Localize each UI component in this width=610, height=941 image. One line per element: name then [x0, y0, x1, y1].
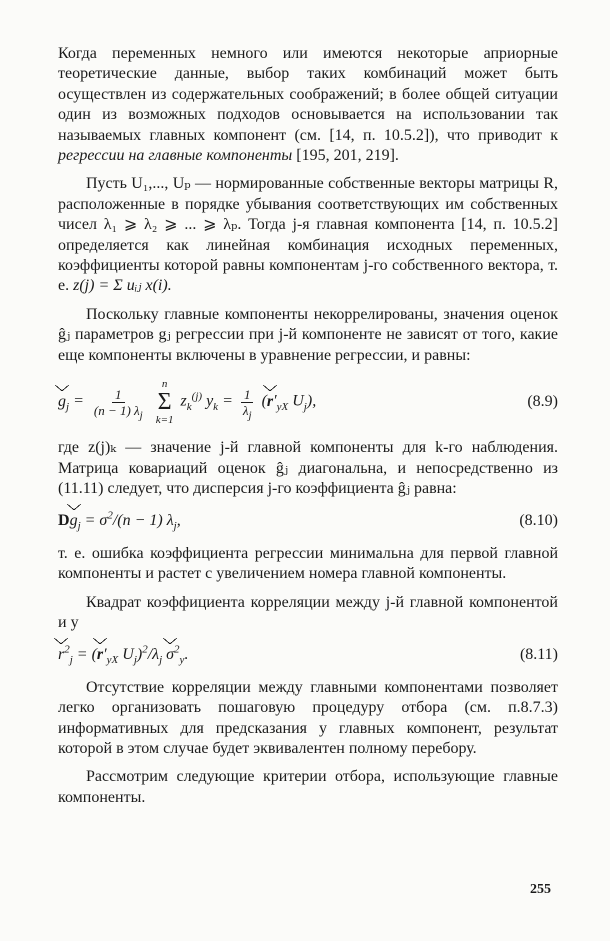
paragraph-7: Отсутствие корреляции между главными компонентами позволяет легко организовать пошаговую процедуру отбора (см. п.8.7.3) информативных для предсказания y главных компонент, результат которой в этом случае будет эквивалентен полному перебору. [58, 678, 558, 757]
page-content [58, 44, 558, 808]
paragraph-6: Квадрат коэффициента корреляции между j-й главной компонентой и y [58, 593, 558, 631]
italic-term: регрессии на главные компоненты [58, 147, 293, 165]
page-number: 255 [530, 882, 551, 897]
equation-number: (8.10) [519, 512, 558, 530]
equation-8-10: $Dg_j = \sigma^2/(n - 1)$ $\lambda_j$, (8.10) [58, 509, 558, 533]
paragraph-2: Пусть U₁,..., Uₚ — нормированные собственные векторы матрицы R, расположенные в порядке убывания соответствующих им собственных чисел λ₁ ⩾ λ₂ ⩾ ... ⩾ λₚ. Тогда j-я главная компонента [14, п. 10.5.2] определяется как линейная комбинация исходных переменных, коэффициенты которой равны компонентам j-го собственного вектора, т. е. z(j) = Σ uᵢⱼ x(i). [58, 175, 558, 295]
inline-formula: z(j) = Σ uᵢⱼ x(i). [73, 277, 172, 295]
equation-number: (8.11) [519, 646, 558, 664]
equation-8-11: $r^2_j = (r'_{yX}$ $U_j)^2/\lambda_j$ $\sigma^2_y$. (8.11) [58, 644, 558, 667]
paragraph-5: т. е. ошибка коэффициента регрессии минимальна для первой главной компоненты и растет с увеличением номера главной компоненты. [58, 544, 558, 583]
paragraph-3: Поскольку главные компоненты некоррелированы, значения оценок ĝⱼ параметров gⱼ регрессии при j-й компоненте не зависят от того, какие еще компоненты включены в уравнение регрессии, и равны: [58, 305, 558, 364]
paragraph-4: где z(j)ₖ — значение j-й главной компоненты для k-го наблюдения. Матрица ковариаций оценок ĝⱼ диагональна, и непосредственно из (11.11) следует, что дисперсия j-го коэффициента ĝⱼ равна: [58, 439, 558, 497]
equation-number: (8.9) [527, 392, 558, 410]
paragraph-1: Когда переменных немного или имеются некоторые априорные теоретические данные, выбор таких комбинаций может быть осуществлен из содержательных соображений; в более общей ситуации один из возможных подходов основывается на использовании так называемых главных компонент (см. [14, п. 10.5.2]), что приводит к регрессии на главные компоненты [195, 201, 219]. [58, 45, 558, 165]
paragraph-8: Рассмотрим следующие критерии отбора, использующие главные компоненты. [58, 768, 558, 806]
equation-8-9: $g_j$ = $\frac{1}{(n - 1) \lambda_j}$ n Σ k=1 $z_k^{(j)}$ $y_k$ = $\frac{1}{\lambda_j}$ ($r'_{yX}$ $U_j$), (8.9) [58, 378, 558, 427]
